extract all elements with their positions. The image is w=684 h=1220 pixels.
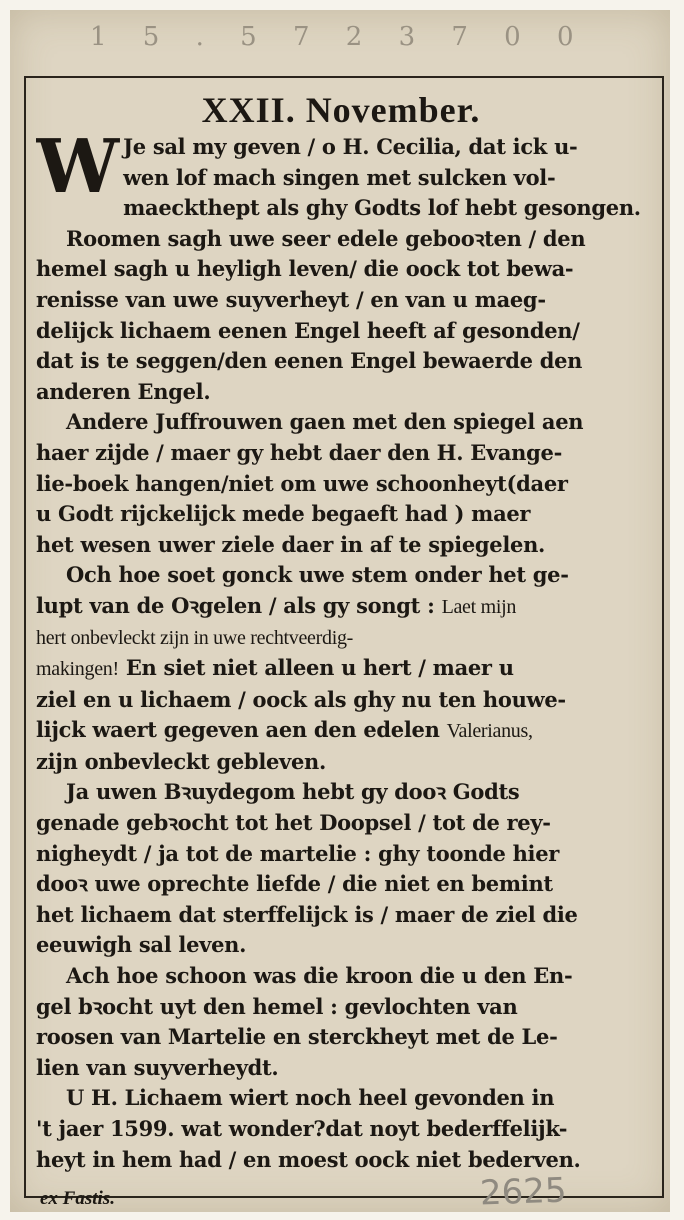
- paragraph-5: [36, 777, 646, 961]
- line-text: En siet niet alleen u hert / maer u: [125, 655, 514, 681]
- paragraph-2: [36, 224, 646, 408]
- pencil-note-top: 1 5 . 5 7 2 3 7 0 0: [90, 22, 588, 52]
- paragraph-6: [36, 961, 646, 1083]
- paragraph-line: [36, 653, 646, 685]
- paragraph-3: [36, 407, 646, 560]
- paragraph-line: roosen van Martelie en sterckheyt met de Le-: [36, 1024, 558, 1050]
- paragraph-line: heyt in hem had / en moest oock niet bederven.: [36, 1146, 581, 1172]
- paragraph-line-roman: hert onbevleckt zijn in uwe rechtveerdig-: [36, 626, 354, 649]
- paragraph-line: wen lof mach singen met sulcken vol-: [123, 164, 556, 190]
- roman-name: Valerianus,: [446, 720, 533, 743]
- drop-cap: W: [36, 132, 120, 210]
- paragraph-line: maeckthept als ghy Godts lof hebt gesongen.: [123, 195, 641, 221]
- paragraph-line: Je sal my geven / o H. Cecilia, dat ick u-: [123, 134, 578, 159]
- paragraph-line: Och hoe soet gonck uwe stem onder het ge-: [66, 562, 569, 588]
- pencil-note-bottom: 2625: [479, 1170, 568, 1214]
- heading: XXII. November.: [201, 90, 481, 130]
- paragraph-line: dat is te seggen/den eenen Engel bewaerde den: [36, 348, 583, 374]
- paragraph-line: lien van suyverheydt.: [36, 1054, 279, 1080]
- paragraph-line: genade gebꝛocht tot het Doopsel / tot de rey-: [36, 810, 551, 836]
- paragraph-line: Andere Juffrouwen gaen met den spiegel aen: [66, 409, 584, 435]
- paragraph-line: 't jaer 1599. wat wonder?dat noyt bederffelijk-: [36, 1116, 568, 1141]
- paragraph-line: het lichaem dat sterffelijck is / maer de ziel die: [36, 901, 578, 927]
- paragraph-line: [36, 591, 646, 623]
- paragraph-line: lie-boek hangen/niet om uwe schoonheyt(daer: [36, 470, 568, 496]
- newspaper-clipping: [10, 10, 670, 1212]
- source-note: ex Fastis.: [40, 1188, 115, 1209]
- paragraph-line: renisse van uwe suyverheyt / en van u maeg-: [36, 286, 546, 312]
- line-text: lijck waert gegeven aen den edelen: [36, 717, 440, 743]
- paragraph-line: eeuwigh sal leven.: [36, 932, 247, 958]
- paragraph-line: hemel sagh u heyligh leven/ die oock tot bewa-: [36, 256, 574, 282]
- paragraph-7: [36, 1083, 646, 1175]
- paragraph-line: Ach hoe schoon was die kroon die u den En-: [66, 963, 573, 989]
- paragraph-line: u Godt rijckelijck mede begaeft had ) maer: [36, 501, 531, 527]
- article-body: [36, 88, 646, 1175]
- paragraph-line: Ja uwen Bꝛuydegom hebt gy dooꝛ Godts: [66, 779, 520, 805]
- paragraph-line: U H. Lichaem wiert noch heel gevonden in: [66, 1085, 555, 1111]
- paragraph-1: [36, 132, 646, 224]
- paragraph-line: Roomen sagh uwe seer edele gebooꝛten / den: [66, 225, 586, 251]
- paragraph-line: gel bꝛocht uyt den hemel : gevlochten van: [36, 993, 518, 1019]
- roman-quote: makingen!: [36, 658, 119, 681]
- paragraph-line: nigheydt / ja tot de martelie : ghy toonde hier: [36, 840, 560, 866]
- line-text: lupt van de Oꝛgelen / als gy songt :: [36, 592, 435, 618]
- paragraph-line: het wesen uwer ziele daer in af te spiegelen.: [36, 531, 546, 557]
- paragraph-line: zijn onbevleckt gebleven.: [36, 748, 326, 774]
- paragraph-line: dooꝛ uwe oprechte liefde / die niet en bemint: [36, 871, 553, 897]
- roman-quote: Laet mijn: [441, 595, 517, 618]
- paragraph-line: ziel en u lichaem / oock als ghy nu ten houwe-: [36, 686, 566, 712]
- paragraph-line: delijck lichaem eenen Engel heeft af gesonden/: [36, 317, 580, 343]
- paragraph-line: [36, 715, 646, 747]
- paragraph-line: anderen Engel.: [36, 378, 211, 404]
- paragraph-line: haer zijde / maer gy hebt daer den H. Evange-: [36, 439, 562, 465]
- paragraph-4: [36, 560, 646, 777]
